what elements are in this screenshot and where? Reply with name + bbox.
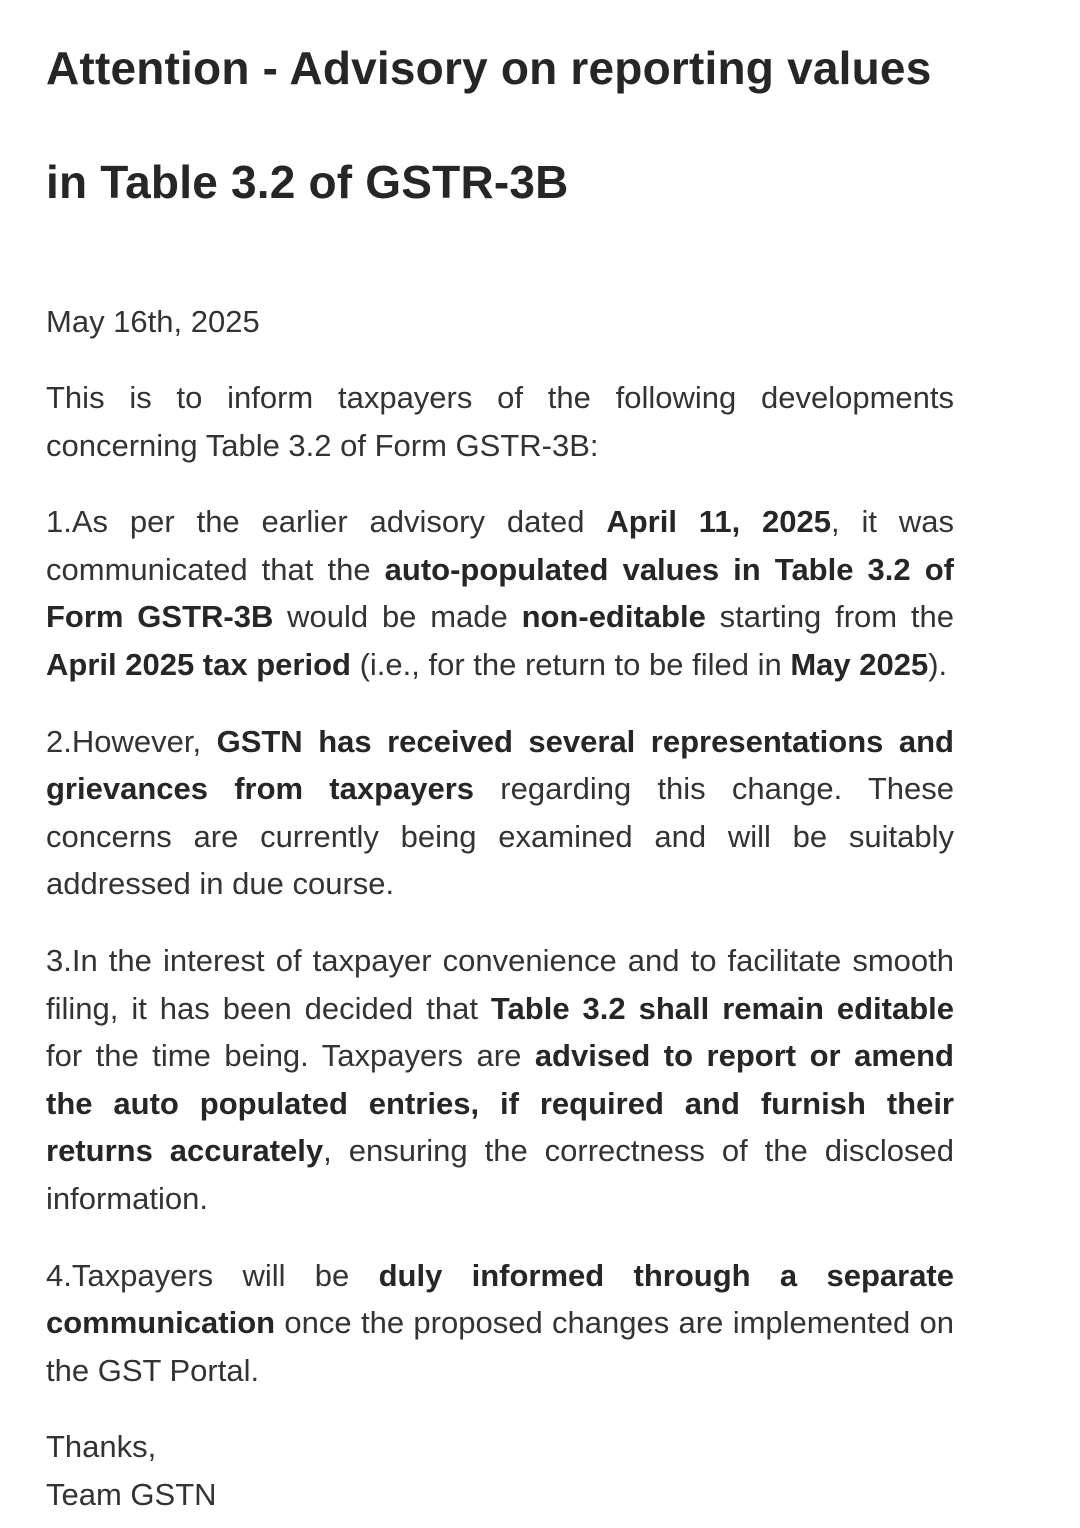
emphasis-text: advised to report or amend the auto populated entries, if required and furnish their returns accurately — [46, 1038, 954, 1169]
signoff — [46, 1423, 954, 1519]
point-3-paragraph — [46, 937, 954, 1223]
emphasis-text: GSTN has received several representations and grievances from taxpayers — [46, 723, 954, 807]
emphasis-text: April 11, 2025 — [606, 504, 832, 540]
body-text: 1.As per the earlier advisory dated — [46, 504, 607, 540]
signoff-team: Team GSTN — [46, 1477, 217, 1513]
body-text: for the time being. Taxpayers are — [46, 1038, 535, 1074]
body-text: 3.In the interest of taxpayer convenience and to facilitate smooth filing, it has been decided that — [46, 942, 954, 1026]
emphasis-text: May 2025 — [790, 646, 929, 682]
emphasis-text: non-editable — [521, 599, 706, 635]
emphasis-text: duly informed through a separate communication — [46, 1257, 954, 1341]
body-text: once the proposed changes are implemented on the GST Portal. — [46, 1305, 954, 1388]
body-text: , ensuring the correctness of the disclosed information. — [46, 1133, 954, 1216]
emphasis-text: Table 3.2 shall remain editable — [490, 990, 954, 1026]
body-text: 2.However, — [46, 723, 217, 759]
body-text: , it was communicated that the — [46, 504, 954, 587]
title-line-1: Attention - Advisory on reporting values — [46, 42, 932, 94]
point-1-paragraph — [46, 498, 954, 688]
body-text: starting from the — [705, 599, 954, 635]
point-2-paragraph — [46, 718, 954, 908]
point-4-paragraph — [46, 1252, 954, 1395]
signoff-thanks: Thanks, — [46, 1429, 157, 1465]
body-text: would be made — [273, 599, 522, 635]
publish-date: May 16th, 2025 — [46, 304, 260, 339]
body-text: regarding this change. These concerns are currently being examined and will be suitably addressed in due course. — [46, 771, 955, 902]
emphasis-text: April 2025 tax period — [46, 646, 351, 682]
body-text: ). — [928, 646, 948, 682]
page-title — [46, 0, 954, 264]
title-line-2: in Table 3.2 of GSTR-3B — [46, 156, 569, 208]
body-text: (i.e., for the return to be filed in — [350, 646, 791, 682]
body-text: 4.Taxpayers will be — [46, 1257, 379, 1293]
emphasis-text: auto-populated values in Table 3.2 of Form GSTR-3B — [46, 551, 954, 635]
intro-paragraph: This is to inform taxpayers of the following developments concerning Table 3.2 of Form GSTR-3B: — [46, 380, 954, 463]
